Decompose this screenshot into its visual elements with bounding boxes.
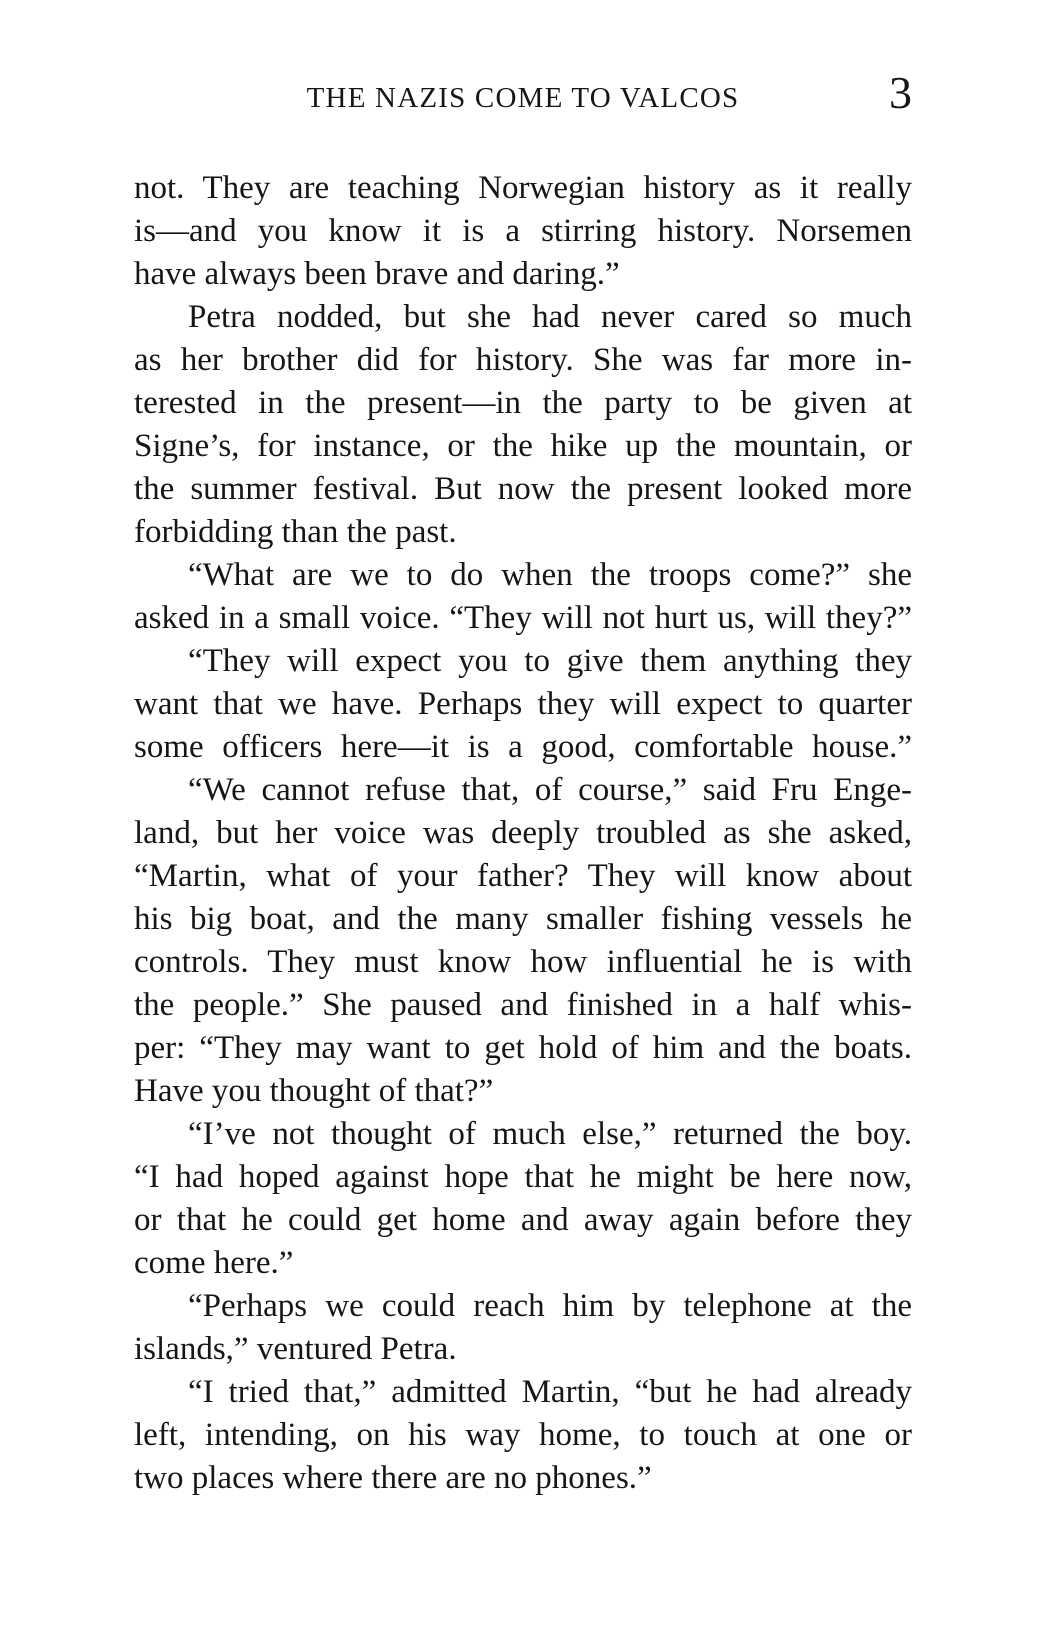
text-line: some officers here—it is a good, comfortable house.” xyxy=(134,729,912,765)
paragraph xyxy=(134,1285,912,1371)
running-title: THE NAZIS COME TO VALCOS xyxy=(306,82,740,114)
paragraph xyxy=(134,769,912,1113)
text-line: as her brother did for history. She was far more in- xyxy=(134,342,912,378)
paragraph xyxy=(134,167,912,296)
text-line: Have you thought of that?” xyxy=(134,1073,494,1109)
text-line: his big boat, and the many smaller fishing vessels he xyxy=(134,901,912,937)
paragraph xyxy=(134,554,912,640)
text-line: the summer festival. But now the present looked more xyxy=(134,471,912,507)
text-line: want that we have. Perhaps they will expect to quarter xyxy=(134,686,912,722)
text-line: per: “They may want to get hold of him and the boats. xyxy=(134,1030,912,1066)
text-line: not. They are teaching Norwegian history as it really xyxy=(134,170,912,206)
text-line: “What are we to do when the troops come?” she xyxy=(188,557,912,593)
text-line: “I’ve not thought of much else,” returned the boy. xyxy=(188,1116,912,1152)
paragraph xyxy=(134,296,912,554)
text-line: “They will expect you to give them anything they xyxy=(188,643,912,679)
text-line: islands,” ventured Petra. xyxy=(134,1331,457,1367)
text-line: or that he could get home and away again before they xyxy=(134,1202,912,1238)
body-text xyxy=(134,167,912,1500)
text-line: the people.” She paused and finished in a half whis- xyxy=(134,987,912,1023)
text-line: forbidding than the past. xyxy=(134,514,457,550)
text-line: land, but her voice was deeply troubled as she asked, xyxy=(134,815,912,851)
page-number: 3 xyxy=(889,67,912,118)
text-line: “Perhaps we could reach him by telephone at the xyxy=(188,1288,912,1324)
text-line: come here.” xyxy=(134,1245,294,1281)
text-line: “We cannot refuse that, of course,” said Fru Enge- xyxy=(188,772,912,808)
text-line: terested in the present—in the party to be given at xyxy=(134,385,912,421)
text-line: two places where there are no phones.” xyxy=(134,1460,652,1496)
paragraph xyxy=(134,1113,912,1285)
text-line: controls. They must know how influential he is with xyxy=(134,944,912,980)
paragraph xyxy=(134,1371,912,1500)
text-line: asked in a small voice. “They will not hurt us, will they?” xyxy=(134,600,912,636)
text-line: “I tried that,” admitted Martin, “but he had already xyxy=(188,1374,912,1410)
text-line: Signe’s, for instance, or the hike up the mountain, or xyxy=(134,428,912,464)
text-line: left, intending, on his way home, to touch at one or xyxy=(134,1417,912,1453)
paragraph xyxy=(134,640,912,769)
text-line: is—and you know it is a stirring history. Norsemen xyxy=(134,213,912,249)
text-line: have always been brave and daring.” xyxy=(134,256,620,292)
text-line: “I had hoped against hope that he might be here now, xyxy=(134,1159,912,1195)
text-line: “Martin, what of your father? They will know about xyxy=(134,858,912,894)
text-block xyxy=(134,0,912,1650)
text-line: Petra nodded, but she had never cared so much xyxy=(188,299,912,335)
